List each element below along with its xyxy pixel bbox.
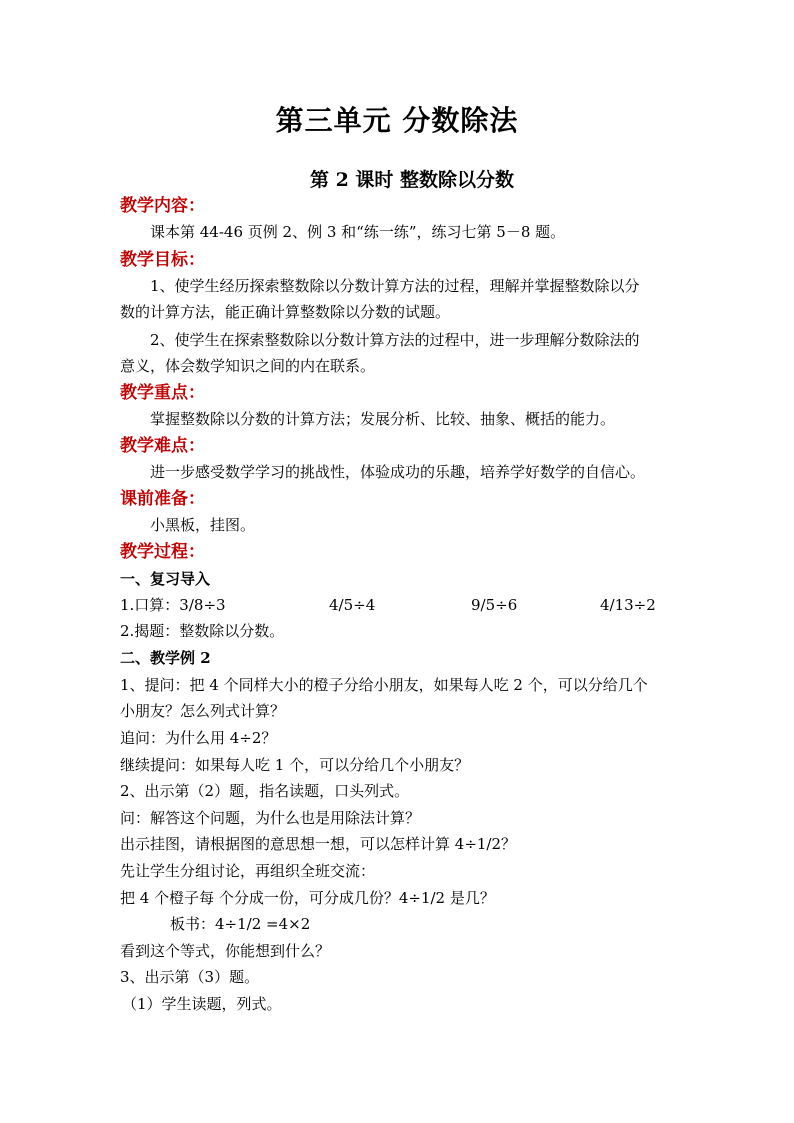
section-review: 一、复习导入: [120, 570, 211, 588]
difficulties-text: 进一步感受数学学习的挑战性，体验成功的乐趣，培养学好数学的自信心。: [150, 463, 646, 481]
process-line-8: 把 4 个橙子每 个分成一份，可分成几份？4÷1/2 是几？: [120, 889, 495, 907]
goal1-line2: 数的计算方法，能正确计算整数除以分数的试题。: [120, 303, 451, 321]
oral-calc-2: 4/5÷4: [329, 596, 376, 614]
process-line-1b: 小朋友？怎么列式计算？: [120, 702, 286, 720]
oral-calc-3: 9/5÷6: [471, 596, 518, 614]
section-example2: 二、教学例 2: [120, 649, 211, 667]
oral-calc-1: 1.口算：3/8÷3: [120, 596, 226, 614]
unit-title: 第三单元 分数除法: [275, 104, 519, 137]
oral-calc-4: 4/13÷2: [600, 596, 656, 614]
key-points-text: 掌握整数除以分数的计算方法；发展分析、比较、抽象、概括的能力。: [150, 410, 616, 428]
heading-process: 教学过程：: [120, 542, 205, 562]
process-line-6: 出示挂图，请根据图的意思想一想，可以怎样计算 4÷1/2？: [120, 835, 517, 853]
process-line-5: 问：解答这个问题，为什么也是用除法计算？: [120, 809, 421, 827]
process-line-7: 先让学生分组讨论，再组织全班交流：: [120, 862, 376, 880]
process-line-3: 继续提问：如果每人吃 1 个，可以分给几个小朋友？: [120, 756, 470, 774]
content-text: 课本第 44-46 页例 2、例 3 和“练一练”，练习七第 5－8 题。: [150, 223, 566, 241]
process-line-10: 看到这个等式，你能想到什么？: [120, 942, 331, 960]
process-line-2: 追问：为什么用 4÷2？: [120, 729, 277, 747]
preparation-text: 小黑板，挂图。: [150, 516, 256, 534]
goal2-line2: 意义，体会数学知识之间的内在联系。: [120, 357, 376, 375]
goal1-line1: 1、使学生经历探索整数除以分数计算方法的过程，理解并掌握整数除以分: [150, 277, 640, 295]
process-line-4: 2、出示第（2）题，指名读题，口头列式。: [120, 782, 410, 800]
heading-key-points: 教学重点：: [120, 383, 205, 403]
board-writing: 板书：4÷1/2 =4×2: [170, 915, 311, 933]
process-line-12: （1）学生读题，列式。: [122, 995, 282, 1013]
goal2-line1: 2、使学生在探索整数除以分数计算方法的过程中，进一步理解分数除法的: [150, 331, 640, 349]
heading-difficulties: 教学难点：: [120, 436, 205, 456]
heading-content: 教学内容：: [120, 196, 205, 216]
reveal-topic: 2.揭题：整数除以分数。: [120, 622, 285, 640]
process-line-1a: 1、提问：把 4 个同样大小的橙子分给小朋友，如果每人吃 2 个，可以分给几个: [120, 676, 648, 694]
lesson-subtitle: 第 2 课时 整数除以分数: [309, 169, 515, 191]
heading-preparation: 课前准备：: [120, 489, 205, 509]
process-line-11: 3、出示第（3）题。: [120, 968, 260, 986]
heading-goals: 教学目标：: [120, 250, 205, 270]
